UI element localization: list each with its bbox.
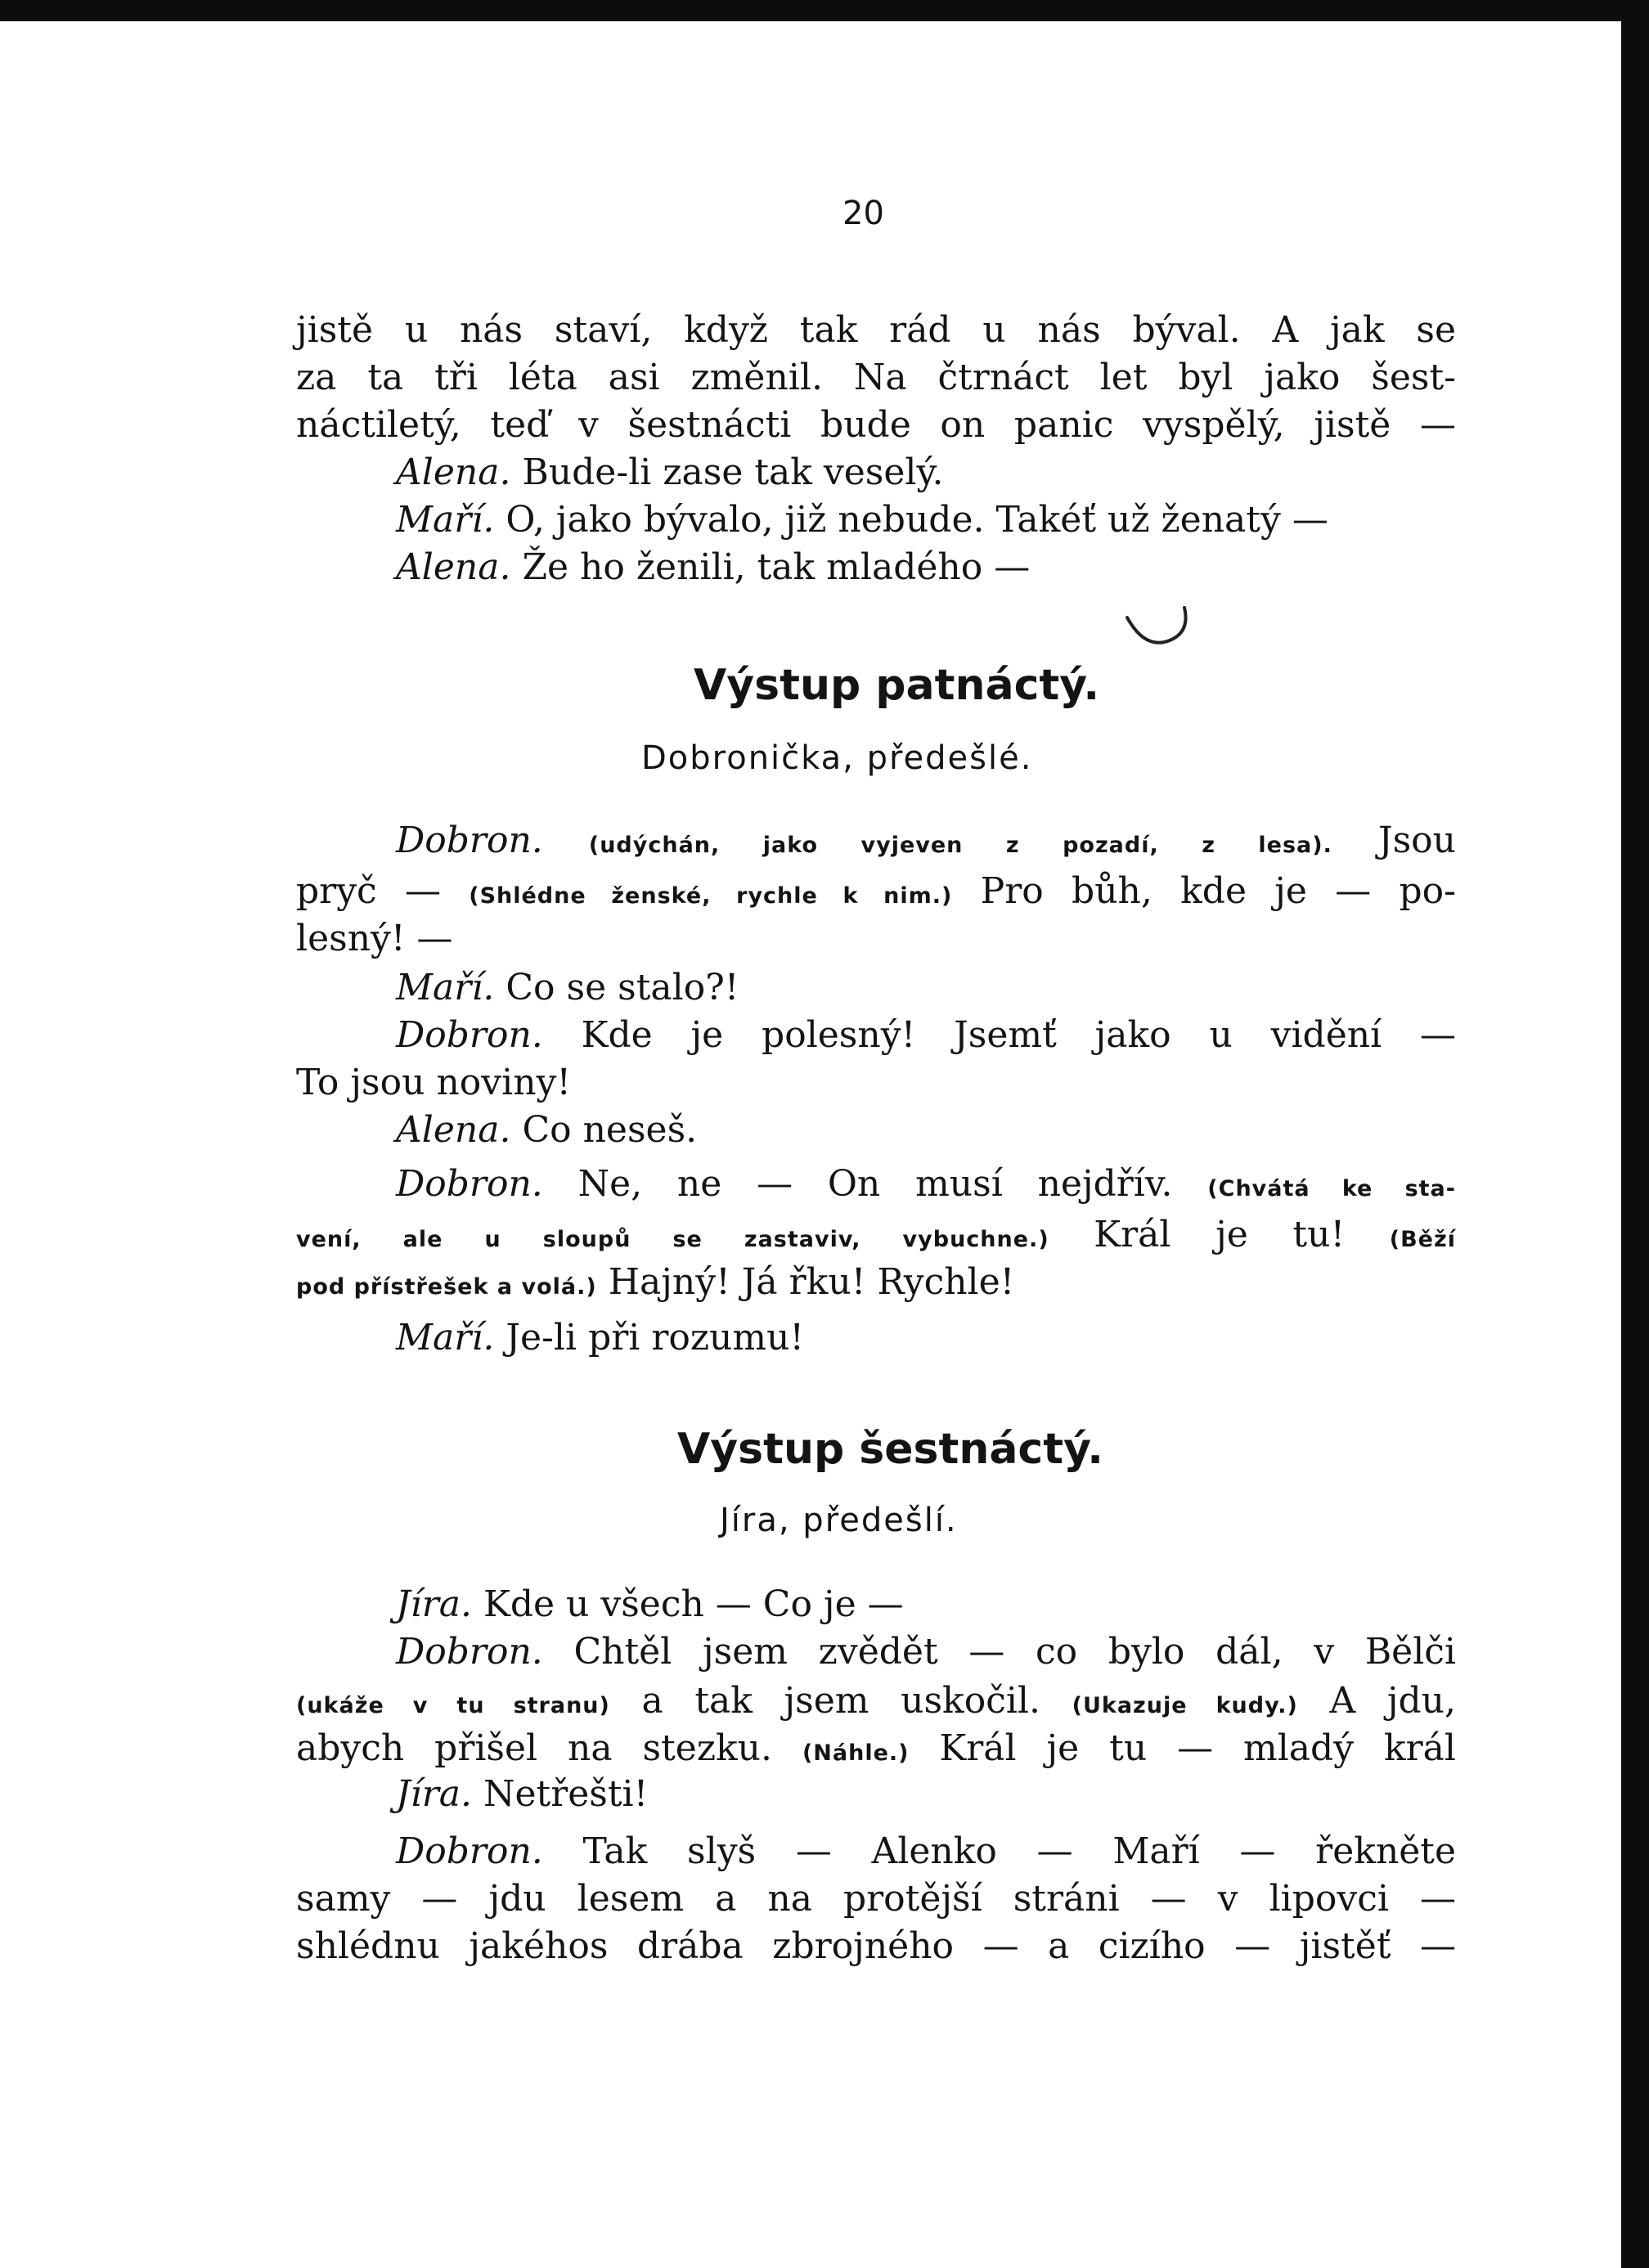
- dialogue-line: [396, 1829, 1456, 1875]
- speaker-name: Jíra.: [396, 1773, 472, 1815]
- speech-text: Jsou: [1377, 820, 1456, 861]
- speaker-name: Maří.: [396, 499, 495, 541]
- speech-text: Král je tu — mladý král: [939, 1727, 1456, 1769]
- speech-text: Kde je polesný! Jsemť jako u vidění —: [581, 1014, 1456, 1056]
- dialogue-line: [296, 1678, 1456, 1729]
- scene-cast: Dobronička, předešlé.: [641, 739, 1033, 777]
- speaker-name: Alena.: [396, 451, 511, 493]
- dialogue-line: [296, 869, 1456, 919]
- speech-text: Ne, ne — On musí nejdřív.: [577, 1163, 1173, 1205]
- dialogue-line: [296, 1212, 1456, 1263]
- stage-direction: (ukáže v tu stranu): [296, 1693, 610, 1718]
- dialogue-line: [296, 1260, 1014, 1310]
- dialogue-line: [396, 497, 1328, 543]
- text-line: lesný! —: [296, 918, 453, 959]
- text-line: samy — jdu lesem a na protější stráni — v lipovci —: [296, 1878, 1456, 1920]
- dialogue-line: [396, 818, 1456, 869]
- text-line: jistě u nás staví, když tak rád u nás býval. A jak se: [296, 309, 1456, 351]
- stage-direction: (Náhle.): [802, 1740, 910, 1766]
- stage-direction: (Ukazuje kudy.): [1072, 1693, 1298, 1718]
- speech-text: Bude-li zase tak veselý.: [522, 451, 944, 493]
- stage-direction: (Chvátá ke sta-: [1207, 1176, 1456, 1201]
- page-number: 20: [842, 195, 884, 232]
- speaker-name: Alena.: [396, 546, 511, 588]
- speech-text: Pro bůh, kde je — po-: [980, 870, 1456, 912]
- speaker-name: Maří.: [396, 1317, 495, 1359]
- speech-text: Že ho ženili, tak mladého —: [522, 546, 1031, 588]
- stage-direction: vení, ale u sloupů se zastaviv, vybuchne.): [296, 1227, 1049, 1252]
- dialogue-line: [396, 1582, 904, 1628]
- speech-text: a tak jsem uskočil.: [641, 1680, 1040, 1722]
- speaker-name: Dobron.: [396, 1014, 543, 1056]
- speaker-name: Alena.: [396, 1109, 511, 1151]
- speech-text: Netřešti!: [483, 1773, 649, 1815]
- speech-text: Hajný! Já řku! Rychle!: [608, 1261, 1015, 1303]
- dialogue-line: [396, 1161, 1456, 1212]
- speaker-name: Maří.: [396, 967, 495, 1008]
- speech-text: Chtěl jsem zvědět — co bylo dál, v Bělči: [573, 1631, 1456, 1673]
- speaker-name: Dobron.: [396, 820, 543, 861]
- dialogue-line: [396, 1107, 697, 1153]
- speech-text: O, jako bývalo, již nebude. Takéť už ženatý —: [505, 499, 1328, 541]
- speech-text: Je-li při rozumu!: [505, 1317, 805, 1359]
- speech-text: Co neseš.: [522, 1109, 698, 1151]
- speech-text: abych přišel na stezku.: [296, 1727, 773, 1769]
- speaker-name: Jíra.: [396, 1583, 472, 1625]
- scene-title: Výstup šestnáctý.: [677, 1425, 1103, 1474]
- dialogue-line: [396, 965, 739, 1011]
- dialogue-line: [396, 1629, 1456, 1675]
- text-line: za ta tři léta asi změnil. Na čtrnáct let byl jako šest-: [296, 357, 1456, 398]
- speaker-name: Dobron.: [396, 1631, 543, 1673]
- dialogue-line: [396, 1772, 648, 1817]
- speech-text: A jdu,: [1329, 1680, 1456, 1722]
- speech-text: Král je tu!: [1094, 1214, 1346, 1255]
- stage-direction: (Běží: [1389, 1227, 1456, 1252]
- speaker-name: Dobron.: [396, 1830, 543, 1872]
- speech-text: Co se stalo?!: [505, 967, 739, 1008]
- stage-direction: (Shlédne ženské, rychle k nim.): [469, 883, 953, 909]
- scene-title: Výstup patnáctý.: [694, 661, 1100, 710]
- speaker-name: Dobron.: [396, 1163, 543, 1205]
- text-line: náctiletý, teď v šestnácti bude on panic vyspělý, jistě —: [296, 404, 1456, 446]
- stage-direction: (udýchán, jako vyjeven z pozadí, z lesa).: [588, 833, 1332, 858]
- stage-direction: pod přístřešek a volá.): [296, 1274, 597, 1300]
- dialogue-line: [396, 450, 944, 496]
- speech-text: pryč —: [296, 870, 441, 912]
- text-line: To jsou noviny!: [296, 1062, 572, 1103]
- text-line: shlédnu jakéhos drába zbrojného — a cizího — jistěť —: [296, 1925, 1456, 1967]
- dialogue-line: [296, 1726, 1456, 1776]
- dialogue-line: [396, 1315, 804, 1361]
- speech-text: Kde u všech — Co je —: [483, 1583, 904, 1625]
- pen-mark: [1121, 601, 1202, 658]
- speech-text: Tak slyš — Alenko — Maří — řekněte: [582, 1830, 1456, 1872]
- dialogue-line: [396, 545, 1030, 591]
- scene-cast: Jíra, předešlí.: [720, 1502, 958, 1539]
- dialogue-line: [396, 1013, 1456, 1058]
